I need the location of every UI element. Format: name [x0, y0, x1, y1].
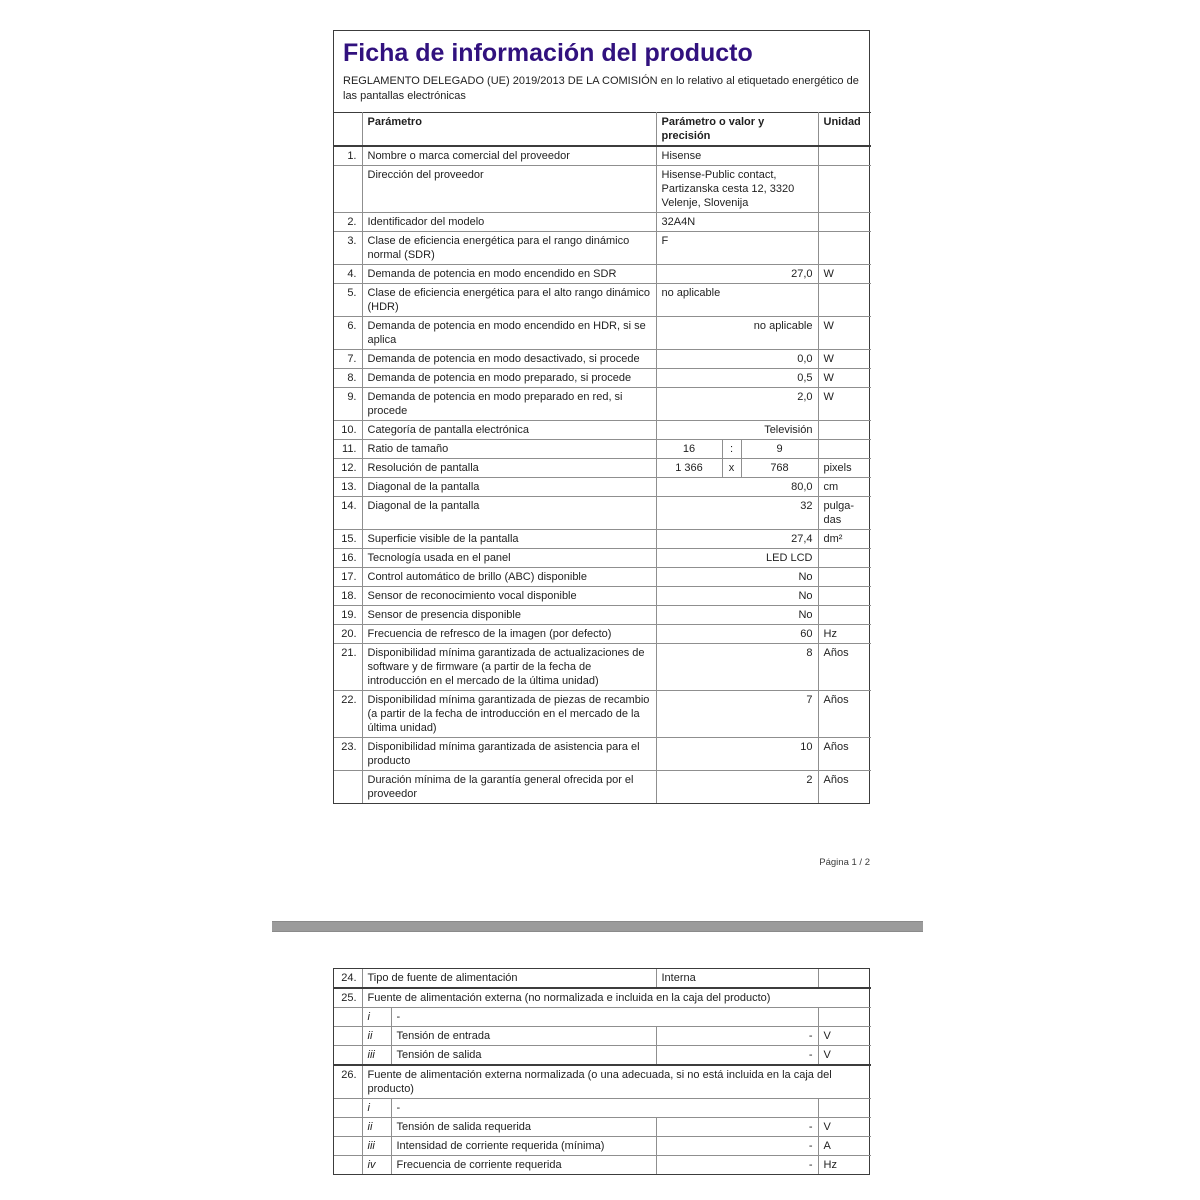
cell-parameter: Diagonal de la pantalla	[362, 478, 656, 497]
cell-row-number: 25.	[334, 988, 362, 1008]
table-row	[334, 988, 871, 1008]
table-row	[334, 497, 871, 530]
cell-parameter: Disponibilidad mínima garantizada de piezas de recambio (a partir de la fecha de introducción en el mercado de la última unidad)	[362, 691, 656, 738]
table-row	[334, 166, 871, 213]
cell-unit: V	[818, 1118, 871, 1137]
cell-parameter: Categoría de pantalla electrónica	[362, 421, 656, 440]
table-row	[334, 1027, 871, 1046]
cell-unit: pixels	[818, 459, 871, 478]
table-row	[334, 1065, 871, 1099]
cell-unit	[818, 606, 871, 625]
cell-row-number: 6.	[334, 317, 362, 350]
table-row	[334, 478, 871, 497]
cell-value: Hisense	[656, 146, 818, 166]
cell-unit	[818, 213, 871, 232]
cell-row-number: 3.	[334, 232, 362, 265]
split-value-left: 1 366	[657, 459, 723, 477]
cell-parameter: Resolución de pantalla	[362, 459, 656, 478]
table-row	[334, 388, 871, 421]
cell-row-number: 24.	[334, 969, 362, 988]
cell-parameter: Disponibilidad mínima garantizada de actualizaciones de software y de firmware (a partir de la fecha de introducción en el mercado de la última unidad)	[362, 644, 656, 691]
table-row	[334, 1099, 871, 1118]
split-value-separator: x	[723, 459, 742, 477]
cell-row-number	[334, 1046, 362, 1066]
page-title: Ficha de información del producto	[343, 39, 753, 67]
cell-parameter: Identificador del modelo	[362, 213, 656, 232]
split-value-group	[657, 440, 818, 458]
cell-row-number	[334, 1099, 362, 1118]
cell-unit	[818, 146, 871, 166]
cell-roman-numeral: iv	[362, 1156, 391, 1175]
cell-parameter: Demanda de potencia en modo desactivado, si procede	[362, 350, 656, 369]
table-row	[334, 530, 871, 549]
cell-value: 27,4	[656, 530, 818, 549]
cell-row-number: 14.	[334, 497, 362, 530]
cell-parameter: Duración mínima de la garantía general ofrecida por el proveedor	[362, 771, 656, 804]
cell-row-number: 20.	[334, 625, 362, 644]
cell-value: 80,0	[656, 478, 818, 497]
header-parameter-cell: Parámetro	[362, 113, 656, 147]
cell-row-number: 18.	[334, 587, 362, 606]
page-number: Página 1 / 2	[819, 857, 870, 868]
cell-value	[656, 459, 818, 478]
header-num-cell	[334, 113, 362, 147]
cell-row-number	[334, 1008, 362, 1027]
cell-unit	[818, 284, 871, 317]
cell-unit: V	[818, 1027, 871, 1046]
cell-section-title: Fuente de alimentación externa normalizada (o una adecuada, si no está incluida en la caja del producto)	[362, 1065, 871, 1099]
table-row	[334, 369, 871, 388]
cell-row-number: 13.	[334, 478, 362, 497]
page-2	[333, 968, 870, 1175]
header-unit-cell: Unidad	[818, 113, 871, 147]
table-row	[334, 284, 871, 317]
cell-unit	[818, 232, 871, 265]
cell-row-number: 2.	[334, 213, 362, 232]
cell-parameter: Tensión de salida requerida	[391, 1118, 656, 1137]
table-row	[334, 969, 871, 988]
cell-parameter: Demanda de potencia en modo preparado, si procede	[362, 369, 656, 388]
cell-unit: Años	[818, 644, 871, 691]
cell-parameter: Clase de eficiencia energética para el alto rango dinámico (HDR)	[362, 284, 656, 317]
cell-row-number: 15.	[334, 530, 362, 549]
cell-row-number: 17.	[334, 568, 362, 587]
cell-unit	[818, 166, 871, 213]
table-row	[334, 738, 871, 771]
cell-unit: Años	[818, 771, 871, 804]
cell-parameter: Control automático de brillo (ABC) disponible	[362, 568, 656, 587]
cell-unit	[818, 421, 871, 440]
cell-section-title: Fuente de alimentación externa (no normalizada e incluida en la caja del producto)	[362, 988, 871, 1008]
split-value-right: 768	[770, 462, 789, 474]
cell-unit: cm	[818, 478, 871, 497]
cell-unit: W	[818, 265, 871, 284]
table-row	[334, 265, 871, 284]
cell-value: Televisión	[656, 421, 818, 440]
cell-value: Interna	[656, 969, 818, 988]
split-value-group	[657, 459, 818, 477]
cell-parameter: Tensión de entrada	[391, 1027, 656, 1046]
cell-unit: W	[818, 388, 871, 421]
cell-value: 2,0	[656, 388, 818, 421]
cell-value: F	[656, 232, 818, 265]
product-info-table-page2	[334, 969, 871, 1174]
cell-unit	[818, 587, 871, 606]
cell-value: -	[656, 1137, 818, 1156]
table-row	[334, 317, 871, 350]
cell-value: -	[656, 1118, 818, 1137]
cell-unit: Años	[818, 691, 871, 738]
cell-unit	[818, 1099, 871, 1118]
cell-unit: W	[818, 369, 871, 388]
cell-row-number: 8.	[334, 369, 362, 388]
cell-roman-numeral: i	[362, 1008, 391, 1027]
table-row	[334, 1137, 871, 1156]
table-row	[334, 771, 871, 804]
cell-unit: Hz	[818, 625, 871, 644]
cell-value: 10	[656, 738, 818, 771]
cell-value: -	[656, 1027, 818, 1046]
cell-roman-numeral: ii	[362, 1027, 391, 1046]
table-row	[334, 568, 871, 587]
cell-value: no aplicable	[656, 317, 818, 350]
cell-value: no aplicable	[656, 284, 818, 317]
table-row	[334, 232, 871, 265]
cell-row-number: 9.	[334, 388, 362, 421]
table-row	[334, 1008, 871, 1027]
cell-parameter: Diagonal de la pantalla	[362, 497, 656, 530]
cell-unit	[818, 549, 871, 568]
cell-value: No	[656, 587, 818, 606]
cell-parameter: Intensidad de corriente requerida (mínima)	[391, 1137, 656, 1156]
page-divider-bar	[272, 921, 923, 932]
cell-value: Hisense-Public contact, Partizanska cesta 12, 3320 Velenje, Slovenija	[656, 166, 818, 213]
cell-row-number: 12.	[334, 459, 362, 478]
split-value-separator: :	[723, 440, 742, 458]
cell-parameter: Superficie visible de la pantalla	[362, 530, 656, 549]
cell-row-number: 19.	[334, 606, 362, 625]
cell-value: 0,0	[656, 350, 818, 369]
cell-row-number: 26.	[334, 1065, 362, 1099]
cell-parameter: Tensión de salida	[391, 1046, 656, 1066]
cell-row-number: 1.	[334, 146, 362, 166]
cell-parameter: Disponibilidad mínima garantizada de asistencia para el producto	[362, 738, 656, 771]
cell-row-number: 11.	[334, 440, 362, 459]
cell-row-number: 21.	[334, 644, 362, 691]
table-row	[334, 587, 871, 606]
cell-value: 27,0	[656, 265, 818, 284]
table-row	[334, 549, 871, 568]
cell-value: 32	[656, 497, 818, 530]
cell-parameter: -	[391, 1008, 818, 1027]
cell-row-number: 5.	[334, 284, 362, 317]
table-row	[334, 440, 871, 459]
cell-value: 7	[656, 691, 818, 738]
product-info-table-page1	[334, 112, 871, 803]
cell-unit: Años	[818, 738, 871, 771]
cell-unit: dm²	[818, 530, 871, 549]
cell-parameter: Demanda de potencia en modo encendido en SDR	[362, 265, 656, 284]
cell-parameter: Dirección del proveedor	[362, 166, 656, 213]
split-value-left: 16	[657, 440, 723, 458]
cell-value	[656, 440, 818, 459]
cell-parameter: Ratio de tamaño	[362, 440, 656, 459]
split-value-right: 9	[776, 443, 783, 455]
cell-parameter: Tipo de fuente de alimentación	[362, 969, 656, 988]
cell-unit	[818, 440, 871, 459]
table-row	[334, 1046, 871, 1066]
table-row	[334, 1156, 871, 1175]
cell-unit: Hz	[818, 1156, 871, 1175]
table-row	[334, 606, 871, 625]
cell-parameter: Sensor de presencia disponible	[362, 606, 656, 625]
table-row	[334, 213, 871, 232]
cell-row-number	[334, 1027, 362, 1046]
table-row	[334, 459, 871, 478]
cell-row-number	[334, 1118, 362, 1137]
cell-row-number: 16.	[334, 549, 362, 568]
cell-row-number: 23.	[334, 738, 362, 771]
cell-unit	[818, 568, 871, 587]
cell-parameter: Tecnología usada en el panel	[362, 549, 656, 568]
cell-value: 2	[656, 771, 818, 804]
cell-parameter: Frecuencia de refresco de la imagen (por defecto)	[362, 625, 656, 644]
page-1-header	[334, 31, 869, 112]
cell-value: 0,5	[656, 369, 818, 388]
cell-parameter: Frecuencia de corriente requerida	[391, 1156, 656, 1175]
table-row	[334, 146, 871, 166]
cell-value: -	[656, 1156, 818, 1175]
cell-value: 32A4N	[656, 213, 818, 232]
cell-row-number	[334, 1137, 362, 1156]
table-header-row	[334, 113, 871, 147]
cell-value: No	[656, 568, 818, 587]
cell-unit: V	[818, 1046, 871, 1066]
cell-row-number: 10.	[334, 421, 362, 440]
cell-value: No	[656, 606, 818, 625]
table-row	[334, 691, 871, 738]
cell-roman-numeral: iii	[362, 1137, 391, 1156]
page-subtitle: REGLAMENTO DELEGADO (UE) 2019/2013 DE LA COMISIÓN en lo relativo al etiquetado energético de las pantallas electrónicas	[343, 75, 859, 102]
page-1	[333, 30, 870, 804]
cell-row-number	[334, 166, 362, 213]
cell-value: -	[656, 1046, 818, 1066]
cell-value: LED LCD	[656, 549, 818, 568]
table-row	[334, 350, 871, 369]
cell-unit: W	[818, 350, 871, 369]
cell-parameter: -	[391, 1099, 818, 1118]
header-value-cell: Parámetro o valor y precisión	[656, 113, 818, 147]
cell-parameter: Sensor de reconocimiento vocal disponible	[362, 587, 656, 606]
cell-row-number: 22.	[334, 691, 362, 738]
table-row	[334, 644, 871, 691]
table-row	[334, 1118, 871, 1137]
cell-unit: pulgadas	[818, 497, 871, 530]
cell-roman-numeral: iii	[362, 1046, 391, 1066]
cell-parameter: Demanda de potencia en modo encendido en HDR, si se aplica	[362, 317, 656, 350]
cell-row-number	[334, 1156, 362, 1175]
cell-unit: W	[818, 317, 871, 350]
cell-parameter: Clase de eficiencia energética para el rango dinámico normal (SDR)	[362, 232, 656, 265]
cell-roman-numeral: ii	[362, 1118, 391, 1137]
cell-unit	[818, 969, 871, 988]
cell-value: 60	[656, 625, 818, 644]
cell-unit: A	[818, 1137, 871, 1156]
cell-row-number	[334, 771, 362, 804]
table-row	[334, 421, 871, 440]
cell-parameter: Demanda de potencia en modo preparado en red, si procede	[362, 388, 656, 421]
cell-value: 8	[656, 644, 818, 691]
cell-parameter: Nombre o marca comercial del proveedor	[362, 146, 656, 166]
cell-row-number: 7.	[334, 350, 362, 369]
table-row	[334, 625, 871, 644]
cell-row-number: 4.	[334, 265, 362, 284]
cell-unit	[818, 1008, 871, 1027]
cell-roman-numeral: i	[362, 1099, 391, 1118]
